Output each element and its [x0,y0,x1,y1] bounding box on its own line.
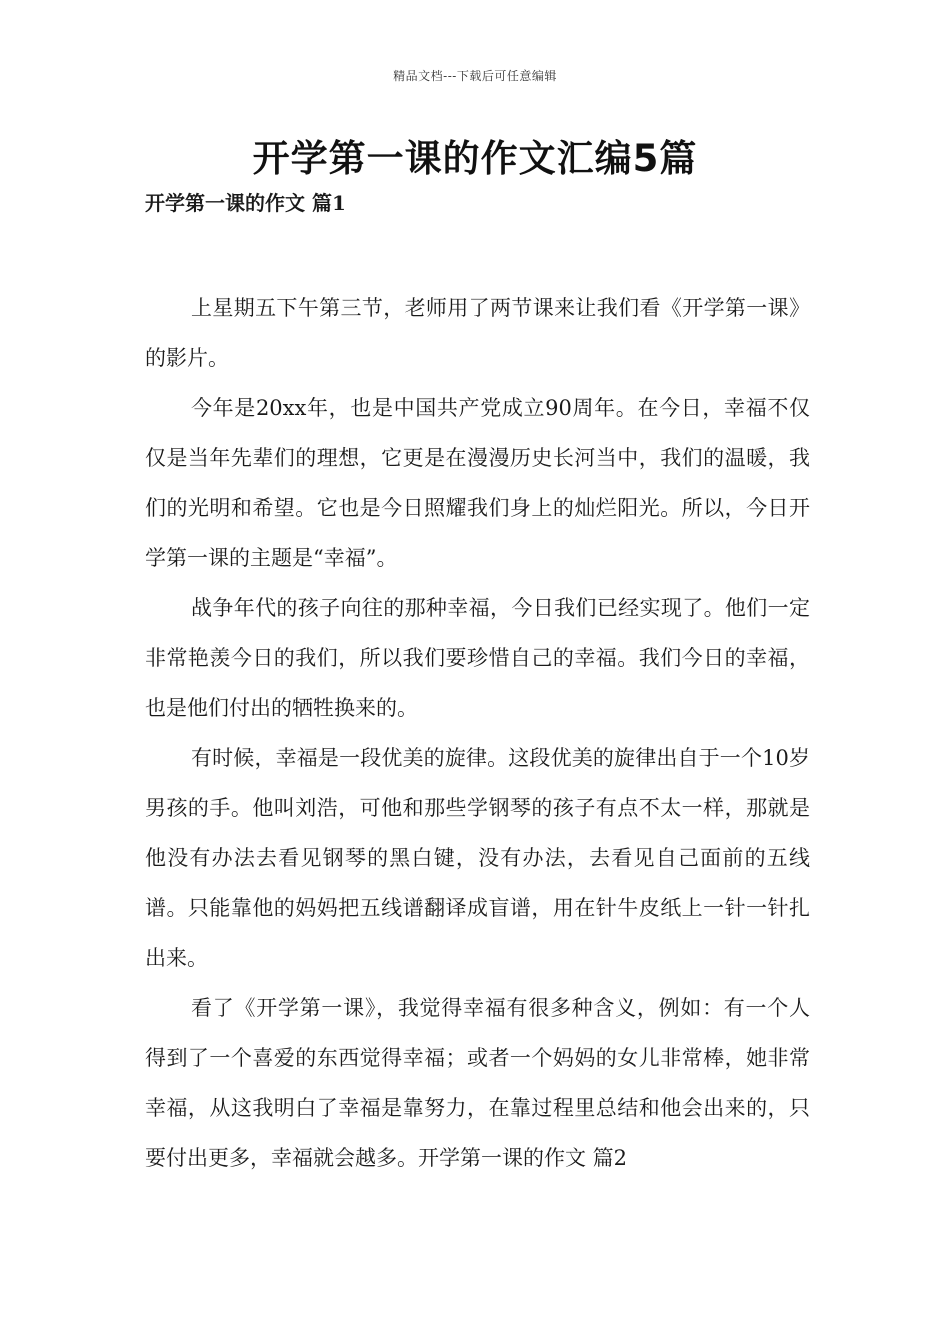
paragraph: 有时候，幸福是一段优美的旋律。这段优美的旋律出自于一个10岁男孩的手。他叫刘浩，可他和那些学钢琴的孩子有点不太一样，那就是他没有办法去看见钢琴的黑白键，没有办法，去看见自己面前的五线谱。只能靠他的妈妈把五线谱翻译成盲谱，用在针牛皮纸上一针一针扎出来。 [145,746,810,970]
paragraph: 战争年代的孩子向往的那种幸福，今日我们已经实现了。他们一定非常艳羡今日的我们，所以我们要珍惜自己的幸福。我们今日的幸福，也是他们付出的牺牲换来的。 [145,596,810,720]
document-title: 开学第一课的作文汇编5篇 [252,137,698,180]
paragraph: 看了《开学第一课》，我觉得幸福有很多种含义，例如：有一个人得到了一个喜爱的东西觉得幸福；或者一个妈妈的女儿非常棒，她非常幸福，从这我明白了幸福是靠努力，在靠过程里总结和他会出来的，只要付出更多，幸福就会越多。开学第一课的作文 篇2 [145,996,810,1170]
document-body [145,283,810,1183]
header-note: 精品文档---下载后可任意编辑 [393,69,557,83]
paragraph: 今年是20xx年，也是中国共产党成立90周年。在今日，幸福不仅仅是当年先辈们的理想，它更是在漫漫历史长河当中，我们的温暖，我们的光明和希望。它也是今日照耀我们身上的灿烂阳光。所以，今日开学第一课的主题是“幸福”。 [145,396,810,570]
section-heading: 开学第一课的作文 篇1 [145,191,346,215]
paragraph: 上星期五下午第三节，老师用了两节课来让我们看《开学第一课》的影片。 [145,296,810,370]
